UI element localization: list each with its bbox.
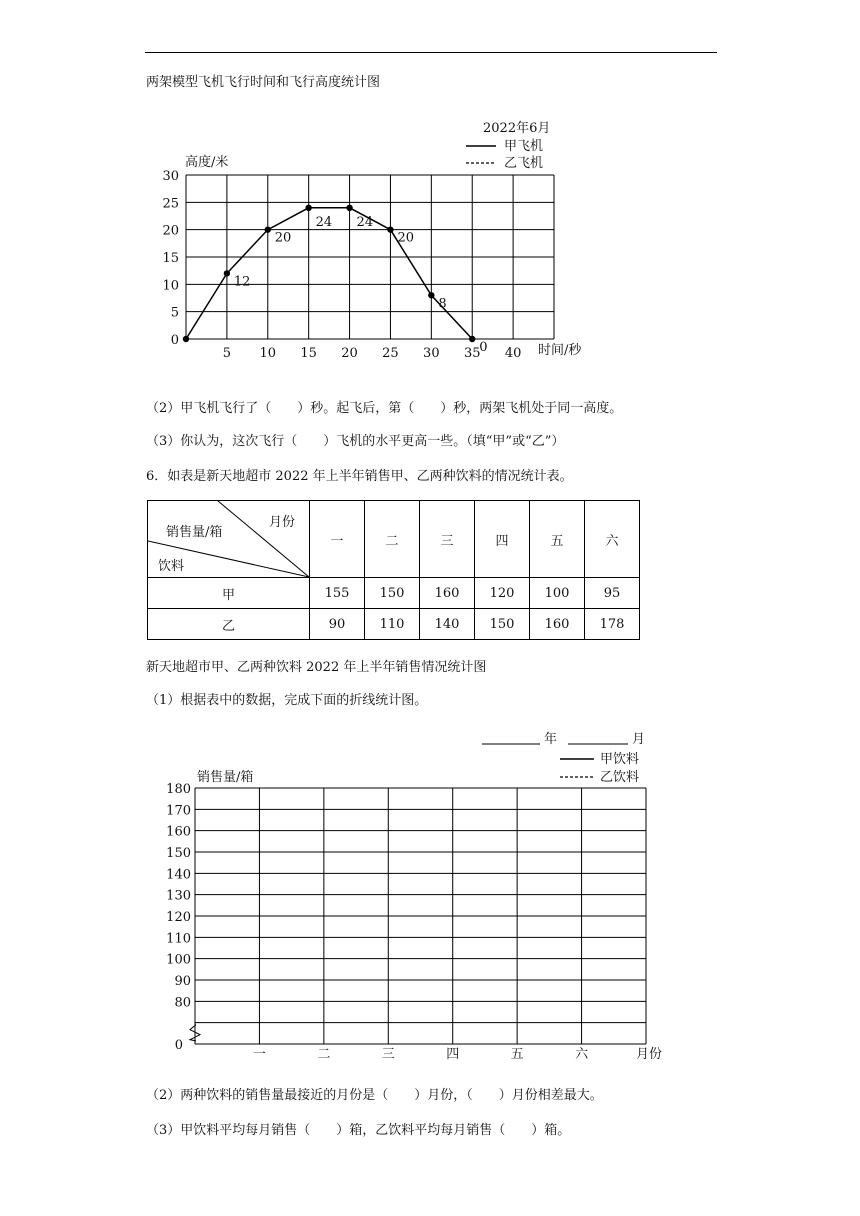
question-3b: （3）甲饮料平均每月销售（ ）箱，乙饮料平均每月销售（ ）箱。 <box>146 1123 571 1138</box>
question-2: （2）甲飞机飞行了（ ）秒。起飞后，第（ ）秒，两架飞机处于同一高度。 <box>146 401 623 416</box>
chart2-xlabel: 月份 <box>636 1047 663 1062</box>
chart2-axis-labels <box>166 782 589 1062</box>
x-tick-label: 五 <box>510 1047 524 1062</box>
corner-month-label: 月份 <box>268 515 295 530</box>
y-tick-label-zero: 0 <box>174 1038 183 1053</box>
x-tick-label: 35 <box>463 346 481 361</box>
y-tick-label: 150 <box>166 846 191 861</box>
data-point <box>428 292 434 298</box>
x-tick-label: 40 <box>504 346 522 361</box>
y-tick-label: 30 <box>162 169 179 184</box>
data-label: 24 <box>315 214 333 230</box>
year-label: 年 <box>544 732 558 747</box>
x-tick-label: 30 <box>423 346 440 361</box>
data-point <box>265 226 271 232</box>
y-tick-label: 170 <box>166 803 191 819</box>
table-cell: 178 <box>585 609 640 640</box>
table-cell: 155 <box>310 578 365 609</box>
table-cell: 90 <box>310 609 365 640</box>
x-tick-label: 15 <box>300 346 317 361</box>
legend-label-yi: 乙飞机 <box>504 156 544 171</box>
month-label: 月 <box>632 732 646 747</box>
y-tick-label: 20 <box>162 223 179 239</box>
table-cell: 95 <box>585 578 640 609</box>
month-header: 二 <box>365 501 420 578</box>
data-point <box>346 205 352 211</box>
chart1-series <box>183 205 488 355</box>
chart1-axis-labels <box>162 169 521 361</box>
data-point <box>183 336 189 342</box>
x-tick-label: 六 <box>575 1047 589 1062</box>
y-tick-label: 80 <box>174 995 191 1011</box>
y-tick-label: 180 <box>166 782 191 797</box>
chart1-date: 2022年6月 <box>483 121 551 136</box>
x-tick-label: 5 <box>222 346 232 361</box>
top-rule <box>145 52 717 53</box>
table-cell: 150 <box>475 609 530 640</box>
month-header: 四 <box>475 501 530 578</box>
y-tick-label: 160 <box>166 824 191 840</box>
chart2-grid <box>190 788 646 1044</box>
y-tick-label: 10 <box>162 278 179 294</box>
y-tick-label: 15 <box>162 251 179 266</box>
data-label: 0 <box>479 340 488 355</box>
legend-label-yi: 乙饮料 <box>600 770 640 785</box>
y-tick-label: 130 <box>166 888 191 904</box>
x-tick-label: 四 <box>446 1047 460 1062</box>
data-label: 20 <box>274 230 292 246</box>
corner-sales-label: 销售量/箱 <box>166 525 223 540</box>
x-tick-label: 一 <box>252 1047 266 1062</box>
question-6: 6．如表是新天地超市 2022 年上半年销售甲、乙两种饮料的情况统计表。 <box>146 469 573 484</box>
table-row <box>148 609 640 640</box>
y-tick-label: 110 <box>166 931 191 947</box>
month-header: 六 <box>585 501 640 578</box>
table-cell: 120 <box>475 578 530 609</box>
month-header: 五 <box>530 501 585 578</box>
table-row <box>148 578 640 609</box>
y-tick-label: 0 <box>170 333 179 348</box>
data-label: 8 <box>438 296 447 312</box>
sales-table <box>147 500 640 640</box>
table-cell: 140 <box>420 609 475 640</box>
y-tick-label: 90 <box>174 974 191 989</box>
month-header: 一 <box>310 501 365 578</box>
y-tick-label: 5 <box>170 305 179 321</box>
y-tick-label: 100 <box>166 952 191 968</box>
data-label: 12 <box>233 274 251 290</box>
table-cell: 160 <box>530 609 585 640</box>
corner-drink-label: 饮料 <box>158 559 185 574</box>
y-tick-label: 25 <box>162 196 179 212</box>
data-point <box>224 270 230 276</box>
x-tick-label: 10 <box>259 346 277 361</box>
table-header-row <box>148 501 640 578</box>
table-cell: 110 <box>365 609 420 640</box>
chart1-ylabel: 高度/米 <box>185 155 229 170</box>
question-3: （3）你认为，这次飞行（ ）飞机的水平更高一些。（填“甲”或“乙”） <box>146 434 565 449</box>
y-tick-label: 120 <box>166 910 191 925</box>
chart1-xlabel: 时间/秒 <box>538 343 582 358</box>
row-label-yi: 乙 <box>148 609 310 640</box>
table-corner-cell <box>148 501 310 578</box>
month-header: 三 <box>420 501 475 578</box>
data-label: 20 <box>397 230 414 246</box>
legend-label-jia: 甲饮料 <box>600 752 640 767</box>
chart1-title: 两架模型飞机飞行时间和飞行高度统计图 <box>146 75 381 90</box>
y-tick-label: 140 <box>166 867 191 883</box>
chart2-title: 新天地超市甲、乙两种饮料 2022 年上半年销售情况统计图 <box>146 660 487 675</box>
data-point <box>469 336 475 342</box>
legend-label-jia: 甲飞机 <box>504 139 544 154</box>
row-label-jia: 甲 <box>148 578 310 609</box>
x-tick-label: 三 <box>381 1047 395 1062</box>
chart2-ylabel: 销售量/箱 <box>197 770 254 785</box>
flight-chart <box>140 112 630 362</box>
question-2b: （2）两种饮料的销售量最接近的月份是（ ）月份，（ ）月份相差最大。 <box>146 1088 603 1103</box>
data-label: 24 <box>356 214 374 230</box>
table-cell: 100 <box>530 578 585 609</box>
sales-chart <box>140 725 680 1070</box>
x-tick-label: 25 <box>382 346 399 361</box>
table-cell: 150 <box>365 578 420 609</box>
data-point <box>305 205 311 211</box>
table-cell: 160 <box>420 578 475 609</box>
chart2-instruction: （1）根据表中的数据，完成下面的折线统计图。 <box>146 693 428 708</box>
x-tick-label: 20 <box>341 346 358 361</box>
data-point <box>387 226 393 232</box>
x-tick-label: 二 <box>317 1047 331 1062</box>
